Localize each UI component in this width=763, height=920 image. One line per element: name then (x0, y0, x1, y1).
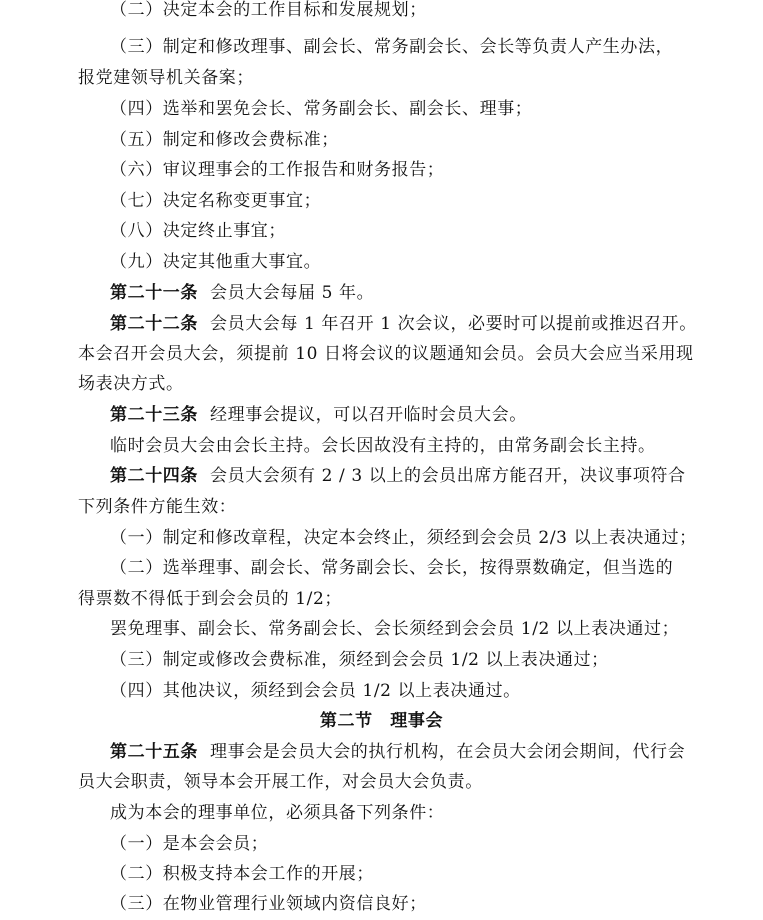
paragraph-line: 场表决方式。 (78, 374, 184, 394)
article-number: 第二十二条 (110, 314, 198, 334)
paragraph-line: （一）制定和修改章程，决定本会终止，须经到会会员 2/3 以上表决通过； (110, 528, 697, 548)
paragraph-line: 本会召开会员大会，须提前 10 日将会议的议题通知会员。会员大会应当采用现 (78, 344, 694, 364)
paragraph-line: （三）制定或修改会费标准，须经到会会员 1/2 以上表决通过； (110, 650, 609, 670)
paragraph-line: （三）在物业管理行业领域内资信良好； (110, 894, 427, 914)
article-24: 第二十四条 会员大会须有 2 / 3 以上的会员出席方能召开，决议事项符合 (110, 466, 686, 486)
paragraph-line: （五）制定和修改会费标准； (110, 130, 339, 150)
paragraph-line: （四）选举和罢免会长、常务副会长、副会长、理事； (110, 99, 533, 119)
paragraph-line: （二）选举理事、副会长、常务副会长、会长，按得票数确定，但当选的 (110, 558, 674, 578)
section-heading: 第二节 理事会 (319, 711, 444, 731)
paragraph-line: 员大会职责，领导本会开展工作，对会员大会负责。 (78, 772, 483, 792)
paragraph-line: 下列条件方能生效： (78, 497, 237, 517)
paragraph-line: 罢免理事、副会长、常务副会长、会长须经到会会员 1/2 以上表决通过； (110, 619, 680, 639)
paragraph-line: （二）积极支持本会工作的开展； (110, 864, 374, 884)
paragraph-line: （六）审议理事会的工作报告和财务报告； (110, 160, 445, 180)
paragraph-line: 报党建领导机关备案； (78, 68, 254, 88)
article-23: 第二十三条 经理事会提议，可以召开临时会员大会。 (110, 405, 527, 425)
article-22: 第二十二条 会员大会每 1 年召开 1 次会议，必要时可以提前或推迟召开。 (110, 314, 697, 334)
article-number: 第二十三条 (110, 405, 198, 425)
article-number: 第二十五条 (110, 742, 198, 762)
paragraph-line: （九）决定其他重大事宜。 (110, 252, 322, 272)
paragraph-line: （八）决定终止事宜； (110, 221, 286, 241)
article-21: 第二十一条 会员大会每届 5 年。 (110, 283, 375, 303)
article-25: 第二十五条 理事会是会员大会的执行机构，在会员大会闭会期间，代行会 (110, 742, 686, 762)
paragraph-line: 得票数不得低于到会会员的 1/2； (78, 589, 342, 609)
article-number: 第二十四条 (110, 466, 198, 486)
paragraph-line: 成为本会的理事单位，必须具备下列条件： (110, 803, 445, 823)
paragraph-line: （七）决定名称变更事宜； (110, 191, 322, 211)
paragraph-line: （四）其他决议，须经到会会员 1/2 以上表决通过。 (110, 681, 521, 701)
paragraph-line: （二）决定本会的工作目标和发展规划； (110, 0, 427, 20)
paragraph-line: 临时会员大会由会长主持。会长因故没有主持的，由常务副会长主持。 (110, 436, 656, 456)
paragraph-line: （一）是本会会员； (110, 834, 269, 854)
paragraph-line: （三）制定和修改理事、副会长、常务副会长、会长等负责人产生办法， (110, 37, 674, 57)
article-number: 第二十一条 (110, 283, 198, 303)
